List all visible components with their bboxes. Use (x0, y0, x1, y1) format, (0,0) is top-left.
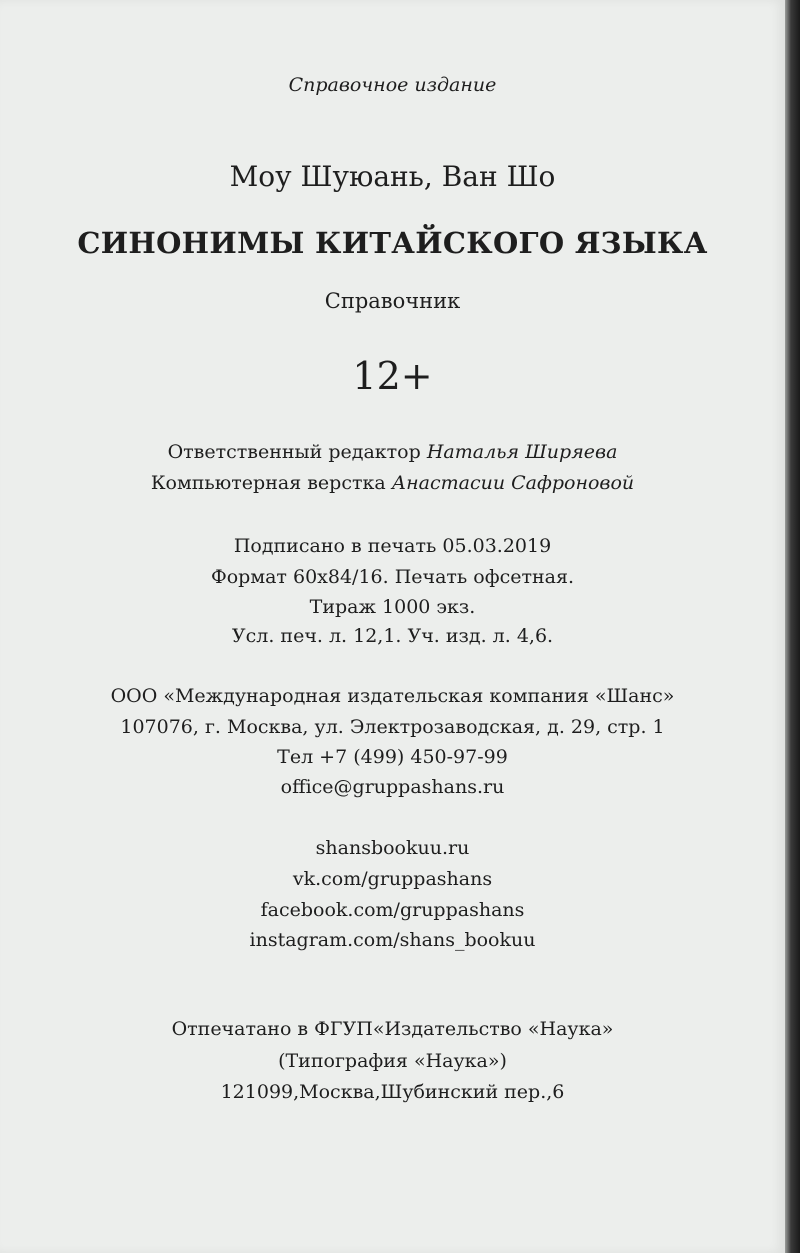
layout-label: Компьютерная верстка (150, 472, 386, 494)
layout-credit (0, 472, 785, 494)
print-run: Тираж 1000 экз. (309, 596, 476, 618)
page-edge (785, 0, 800, 1253)
publisher-phone: Тел +7 (499) 450-97-99 (277, 746, 508, 768)
book-title: СИНОНИМЫ КИТАЙСКОГО ЯЗЫКА (77, 226, 708, 260)
book-subtitle: Справочник (324, 289, 461, 313)
authors: Моу Шуюань, Ван Шо (229, 160, 556, 193)
editor-name: Наталья Ширяева (426, 441, 618, 463)
printer-line-2: (Типография «Наука») (278, 1050, 507, 1072)
printer-address: 121099,Москва,Шубинский пер.,6 (220, 1081, 565, 1103)
website-link: shansbookuu.ru (315, 837, 470, 859)
publisher-address: 107076, г. Москва, ул. Электрозаводская, д. 29, стр. 1 (120, 716, 665, 738)
printer-line-1: Отпечатано в ФГУП«Издательство «Наука» (171, 1018, 614, 1040)
print-format: Формат 60x84/16. Печать офсетная. (210, 566, 575, 588)
layout-name: Анастасии Сафроновой (391, 472, 635, 494)
publisher-name: ООО «Международная издательская компания «Шанс» (110, 685, 675, 707)
age-rating: 12+ (352, 354, 433, 398)
edition-type: Справочное издание (288, 74, 497, 96)
print-sheets: Усл. печ. л. 12,1. Уч. изд. л. 4,6. (231, 625, 554, 647)
editor-label: Ответственный редактор (167, 441, 421, 463)
signed-to-print: Подписано в печать 05.03.2019 (233, 535, 552, 557)
vk-link: vk.com/gruppashans (292, 868, 493, 890)
editor-credit (0, 441, 785, 463)
instagram-link: instagram.com/shans_bookuu (249, 929, 536, 951)
facebook-link: facebook.com/gruppashans (260, 899, 525, 921)
publisher-email: office@gruppashans.ru (280, 776, 505, 798)
